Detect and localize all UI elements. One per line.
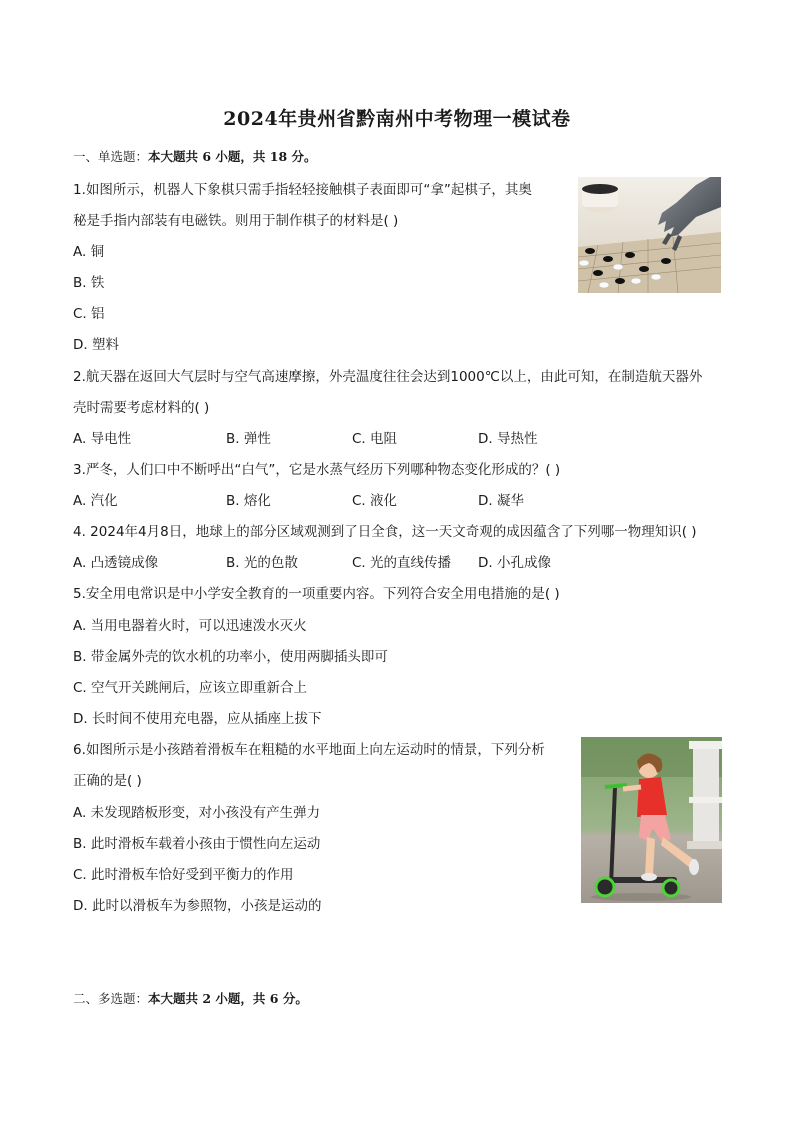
question-3-option-a: A. 汽化 — [73, 493, 118, 509]
question-5-option-d: D. 长时间不使用充电器，应从插座上拔下 — [73, 711, 322, 727]
question-1-option-a: A. 铜 — [73, 244, 105, 260]
section-desc: 本大题共 6 小题，共 18 分。 — [148, 149, 317, 164]
question-3-line-1: 3.严冬，人们口中不断呼出“白气”，它是水蒸气经历下列哪种物态变化形成的？( ) — [73, 462, 561, 478]
question-6-option-d: D. 此时以滑板车为参照物，小孩是运动的 — [73, 898, 322, 914]
question-5-option-b: B. 带金属外壳的饮水机的功率小，使用两脚插头即可 — [73, 649, 388, 665]
question-1-option-c: C. 铝 — [73, 306, 105, 322]
section-header-multiple-choice — [73, 989, 308, 1007]
section-label: 一、单选题： — [73, 149, 149, 164]
question-4-option-b: B. 光的色散 — [226, 555, 298, 571]
question-6-option-a: A. 未发现踏板形变，对小孩没有产生弹力 — [73, 805, 321, 821]
question-6-line-1: 6.如图所示是小孩踏着滑板车在粗糙的水平地面上向左运动时的情景，下列分析 — [73, 742, 545, 758]
question-2-option-c: C. 电阻 — [352, 431, 398, 447]
question-4-option-d: D. 小孔成像 — [478, 555, 551, 571]
question-3-option-b: B. 熔化 — [226, 493, 271, 509]
section-desc: 本大题共 2 小题，共 6 分。 — [148, 991, 308, 1006]
question-2-option-a: A. 导电性 — [73, 431, 132, 447]
question-6-option-b: B. 此时滑板车载着小孩由于惯性向左运动 — [73, 836, 321, 852]
question-2-option-b: B. 弹性 — [226, 431, 271, 447]
robot-chess-image — [578, 177, 721, 293]
question-1-option-d: D. 塑料 — [73, 337, 119, 353]
question-6-option-c: C. 此时滑板车恰好受到平衡力的作用 — [73, 867, 294, 883]
question-5-option-a: A. 当用电器着火时，可以迅速泼水灭火 — [73, 618, 307, 634]
page-title: 2024年贵州省黔南州中考物理一模试卷 — [223, 108, 571, 130]
question-6-line-2: 正确的是( ) — [73, 773, 142, 789]
question-3-option-c: C. 液化 — [352, 493, 398, 509]
question-3-option-d: D. 凝华 — [478, 493, 524, 509]
question-4-option-c: C. 光的直线传播 — [352, 555, 452, 571]
question-2-option-d: D. 导热性 — [478, 431, 538, 447]
question-1-line-2: 秘是手指内部装有电磁铁。则用于制作棋子的材料是( ) — [73, 213, 399, 229]
section-header-single-choice — [73, 147, 317, 165]
section-label: 二、多选题： — [73, 991, 149, 1006]
question-4-option-a: A. 凸透镜成像 — [73, 555, 159, 571]
question-5-line-1: 5.安全用电常识是中小学安全教育的一项重要内容。下列符合安全用电措施的是( ) — [73, 586, 560, 602]
child-scooter-image — [581, 737, 722, 903]
question-1-option-b: B. 铁 — [73, 275, 105, 291]
question-2-line-2: 壳时需要考虑材料的( ) — [73, 400, 210, 416]
question-1-line-1: 1.如图所示，机器人下象棋只需手指轻轻接触棋子表面即可“拿”起棋子，其奥 — [73, 182, 532, 198]
question-4-line-1: 4. 2024年4月8日，地球上的部分区域观测到了日全食，这一天文奇观的成因蕴含了下列哪一物理知识( ) — [73, 524, 697, 540]
question-2-line-1: 2.航天器在返回大气层时与空气高速摩擦，外壳温度往往会达到1000℃以上，由此可知，在制造航天器外 — [73, 369, 703, 385]
question-5-option-c: C. 空气开关跳闸后，应该立即重新合上 — [73, 680, 308, 696]
